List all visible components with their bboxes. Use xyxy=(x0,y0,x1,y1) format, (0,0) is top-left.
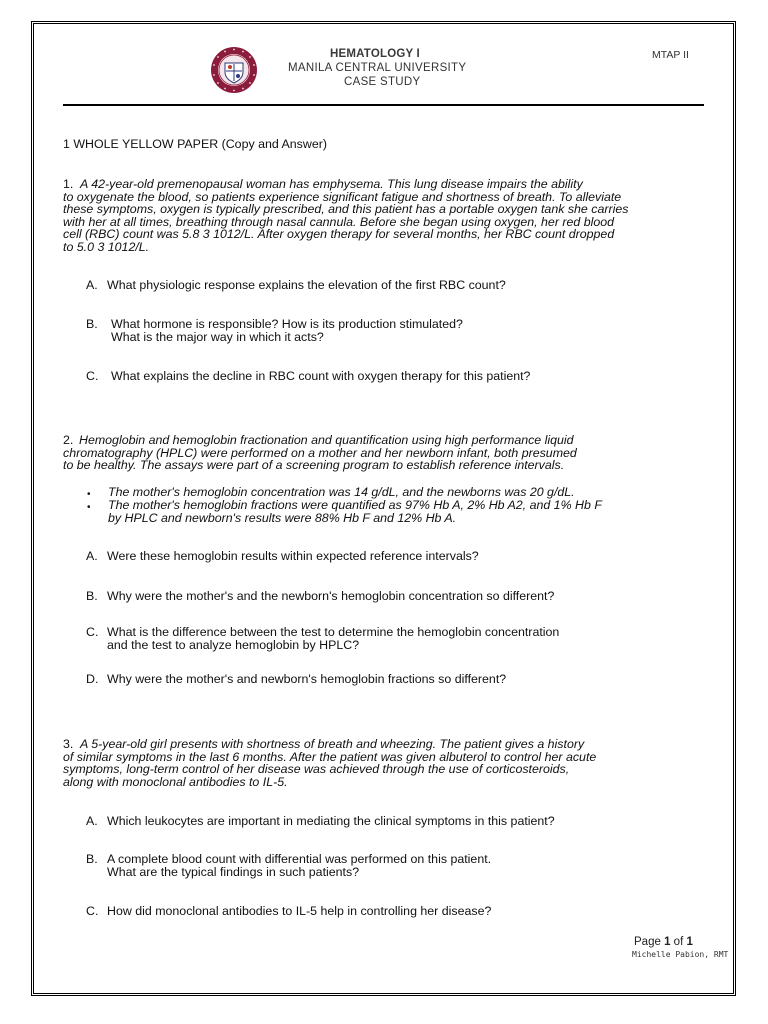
q1-a-question: What physiologic response explains the elevation of the first RBC count? xyxy=(107,278,506,292)
q2-number: 2. xyxy=(63,433,74,447)
course-title: HEMATOLOGY I xyxy=(330,48,420,60)
university-name: MANILA CENTRAL UNIVERSITY xyxy=(288,62,467,74)
page-indicator xyxy=(634,936,693,948)
exam-code: MTAP II xyxy=(652,49,689,61)
q1-a-label: A. xyxy=(86,278,98,292)
q2-bullet-2-text: The mother's hemoglobin fractions were quantified as 97% Hb A, 2% Hb A2, and 1% Hb F by HPLC and newborn's results were 88% Hb F and 12% Hb A. xyxy=(108,498,602,525)
page-total: 1 xyxy=(686,936,693,948)
page-number: 1 xyxy=(664,936,671,948)
q3-a-question: Which leukocytes are important in mediating the clinical symptoms in this patient? xyxy=(107,814,555,828)
q1-b-question: What hormone is responsible? How is its production stimulated? What is the major way in which it acts? xyxy=(111,317,463,344)
header-divider xyxy=(63,104,704,106)
q2-c-label: C. xyxy=(86,625,99,639)
q2-a-question: Were these hemoglobin results within expected reference intervals? xyxy=(107,549,479,563)
q2-d-question: Why were the mother's and newborn's hemoglobin fractions so different? xyxy=(107,672,507,686)
q3-a-label: A. xyxy=(86,814,98,828)
q1-c-question: What explains the decline in RBC count with oxygen therapy for this patient? xyxy=(111,369,531,383)
university-seal-logo xyxy=(210,46,258,94)
q2-bullet-1-text: The mother's hemoglobin concentration was 14 g/dL, and the newborns was 20 g/dL. xyxy=(108,485,575,499)
q1-b-label: B. xyxy=(86,317,98,331)
q1-c-label: C. xyxy=(86,369,99,383)
q2-case-text: Hemoglobin and hemoglobin fractionation and quantification using high performance liquid chromatography (HPLC) were performed on a mother and her newborn infant, both presumed to be healthy. The assays were part of a screening program to establish reference intervals. xyxy=(63,433,577,473)
q2-d-label: D. xyxy=(86,672,99,686)
q2-a-label: A. xyxy=(86,549,98,563)
q3-c-question: How did monoclonal antibodies to IL-5 help in controlling her disease? xyxy=(107,904,492,918)
author-credit: Michelle Pabion, RMT xyxy=(632,950,729,959)
document-type: CASE STUDY xyxy=(344,76,421,88)
q2-bullet-2-marker: • xyxy=(87,502,91,513)
q3-number: 3. xyxy=(63,737,74,751)
q2-b-question: Why were the mother's and the newborn's hemoglobin concentration so different? xyxy=(107,589,555,603)
q2-bullet-1-marker: • xyxy=(87,489,91,500)
q2-b-label: B. xyxy=(86,589,98,603)
q3-b-question: A complete blood count with differential was performed on this patient. What are the typical findings in such patients? xyxy=(107,852,492,879)
q3-case-text: A 5-year-old girl presents with shortness of breath and wheezing. The patient gives a history of similar symptoms in the last 6 months. After the patient was given albuterol to control her acute symptoms, long-term control of her disease was achieved through the use of corticosteroids, along with monoclonal antibodies to IL-5. xyxy=(63,737,597,789)
q1-case-text: A 42-year-old premenopausal woman has emphysema. This lung disease impairs the ability to oxygenate the blood, so patients experience significant fatigue and shortness of breath. To alleviate these symptoms, oxygen is typically prescribed, and this patient has a portable oxygen tank she carries with her at all times, breathing through nasal cannula. Before she began using oxygen, her red blood cell (RBC) count was 5.8 3 1012/L. After oxygen therapy for several months, her RBC count dropped to 5.0 3 1012/L. xyxy=(63,177,629,254)
of-word: of xyxy=(673,936,684,948)
q3-c-label: C. xyxy=(86,904,99,918)
q1-number: 1. xyxy=(63,177,74,191)
page-word: Page xyxy=(634,936,661,948)
q2-c-question: What is the difference between the test to determine the hemoglobin concentration and the test to analyze hemoglobin by HPLC? xyxy=(107,625,560,652)
instructions: 1 WHOLE YELLOW PAPER (Copy and Answer) xyxy=(63,137,327,151)
q3-b-label: B. xyxy=(86,852,98,866)
